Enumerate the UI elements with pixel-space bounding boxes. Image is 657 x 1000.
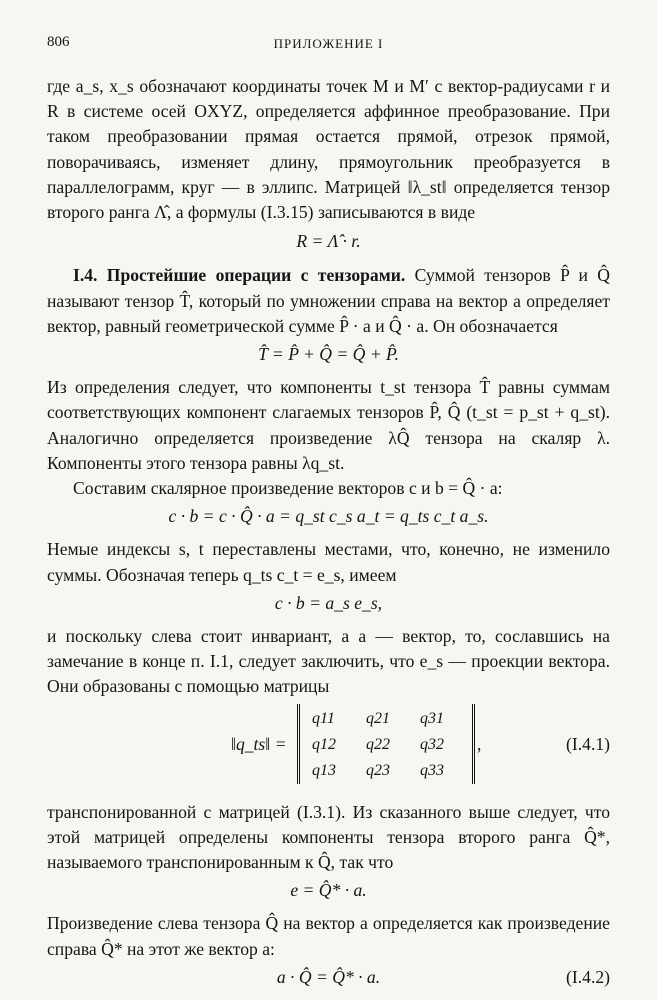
matrix-cell: q22 — [366, 735, 390, 753]
page-number: 806 — [47, 34, 70, 50]
matrix-equation — [47, 702, 610, 792]
formula: e = Q̂* · a. — [290, 880, 367, 901]
matrix-cell: q11 — [312, 709, 335, 727]
formula: c · b = c · Q̂ · a = q_st c_s a_t = q_ts c_t a_s. — [168, 506, 489, 527]
paragraph: и поскольку слева стоит инвариант, а a — вектор, то, сославшись на замечание в конце п. I.1, следует заключить, что e_s — проекции вектора. Они образованы с помощью матрицы — [47, 626, 610, 697]
equation-number: (I.4.1) — [566, 733, 610, 754]
matrix-cell: q21 — [366, 709, 390, 727]
paragraph: Из определения следует, что компоненты t_st тензора T̂ равны суммам соответствующих компонент слагаемых тензоров P̂, Q̂ (t_st = p_st + q_st). Аналогично определяется произведение λQ̂ тензора на скаляр λ. Компоненты этого тензора равны λq_st. — [47, 377, 610, 473]
formula-text: a · Q̂ = Q̂* · a. — [276, 966, 381, 987]
running-title: ПРИЛОЖЕНИЕ I — [273, 36, 384, 51]
paragraph: где a_s, x_s обозначают координаты точек M и M′ с вектор-радиусами r и R в системе осей OXYZ, определяется аффинное преобразование. При таком преобразовании прямая остается прямой, отрезок прямой, поворачиваясь, изменяет длину, прямоугольник преобразуется в параллелограмм, круг — в эллипс. Матрицей ‖λ_st‖ определяется тензор второго ранга Λ̂, а формулы (I.3.15) записываются в виде — [47, 76, 610, 223]
matrix-cell: q31 — [420, 709, 444, 727]
matrix-cell: q23 — [366, 761, 390, 779]
matrix-cell: q33 — [420, 761, 444, 779]
matrix-comma: , — [477, 733, 482, 754]
formula: R = Λ̂ · r. — [296, 231, 361, 252]
matrix-cell: q12 — [312, 735, 336, 753]
paragraph: Произведение слева тензора Q̂ на вектор a определяется как произведение справа Q̂* на этот же вектор a: — [47, 913, 610, 959]
page-body — [47, 74, 610, 998]
paragraph-text: Суммой тензоров P̂ и Q̂ называют тензор T̂, который по умножении справа на вектор a определяет вектор, равный геометрической сумме P̂ · a и Q̂ · a. Он обозначается — [47, 265, 611, 336]
paragraph: Немые индексы s, t переставлены местами, что, конечно, не изменило суммы. Обозначая теперь q_ts c_t = e_s, имеем — [47, 539, 610, 585]
page-header — [47, 34, 610, 56]
equation-number: (I.4.2) — [566, 966, 610, 987]
formula: T̂ = P̂ + Q̂ = Q̂ + P̂. — [258, 344, 399, 365]
formula: c · b = a_s e_s, — [274, 592, 383, 613]
matrix — [297, 704, 475, 784]
paragraph: Составим скалярное произведение векторов c и b = Q̂ · a: — [73, 478, 503, 499]
matrix-cell: q13 — [312, 761, 336, 779]
section-title: I.4. Простейшие операции с тензорами. — [73, 265, 406, 286]
matrix-cell: q32 — [420, 735, 444, 753]
matrix-lhs: ‖q_ts‖ = — [231, 733, 287, 754]
paragraph: транспонированной с матрицей (I.3.1). Из сказанного выше следует, что этой матрицей определены компоненты тензора второго ранга Q̂*, называемого транспонированным к Q̂, так что — [47, 801, 610, 873]
formula-numbered — [47, 965, 610, 990]
section-paragraph — [47, 263, 610, 339]
